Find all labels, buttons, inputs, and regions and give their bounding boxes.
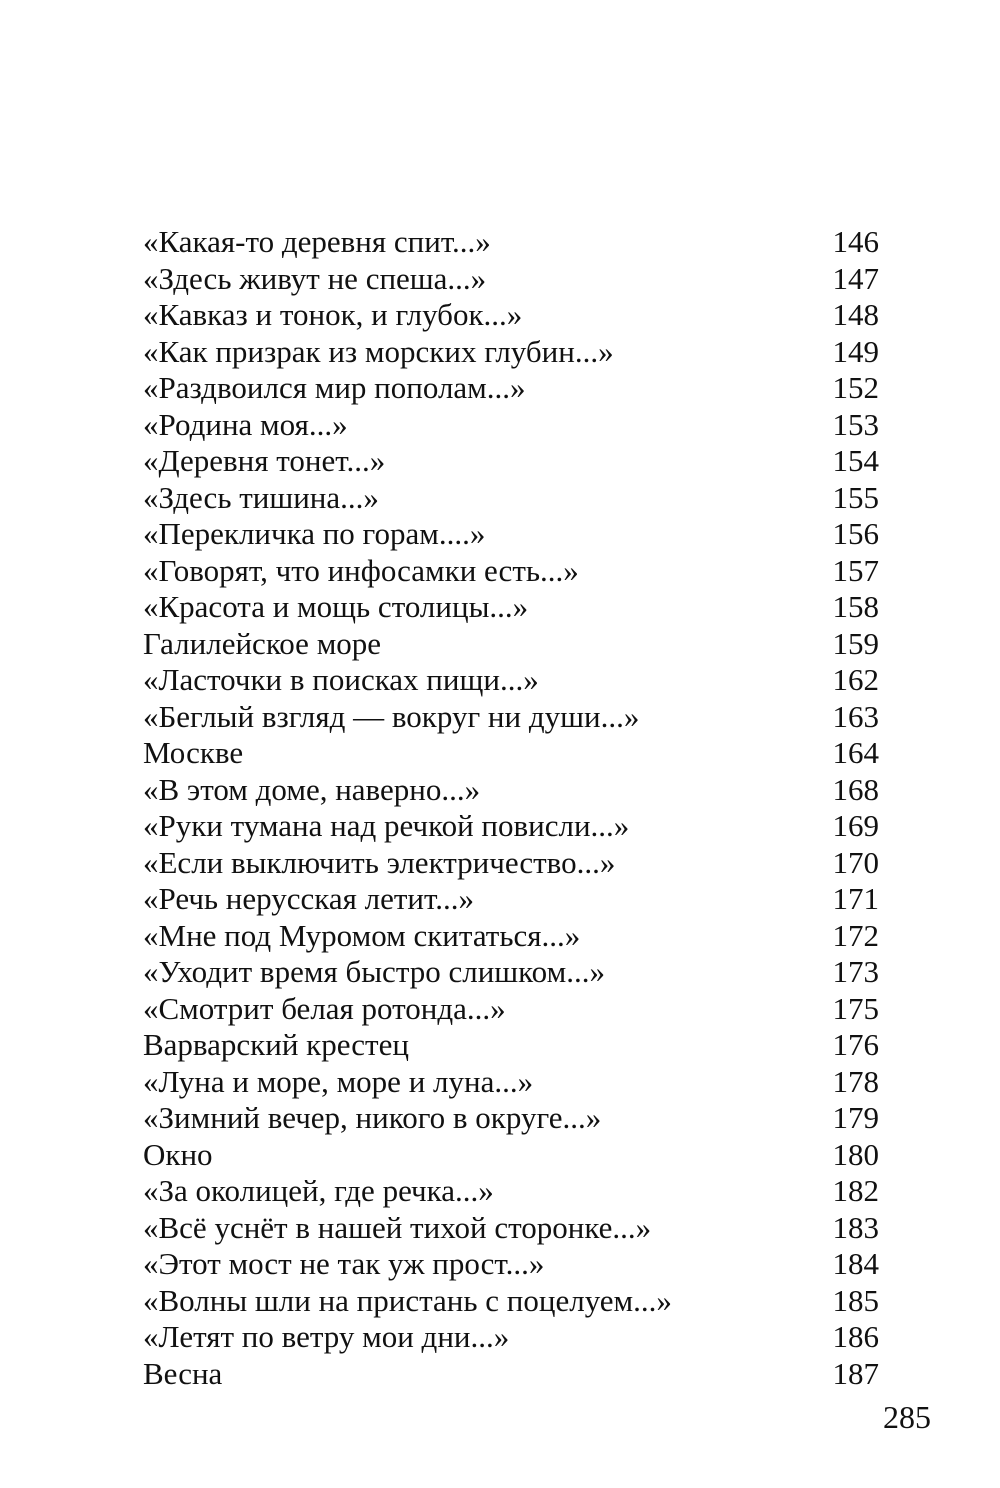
toc-entry — [143, 808, 879, 845]
toc-entry-page: 184 — [832, 1246, 879, 1281]
toc-entry-page: 180 — [832, 1136, 879, 1172]
toc-entry — [143, 918, 879, 955]
toc-entry — [143, 772, 879, 809]
toc-entry — [143, 735, 879, 772]
toc-entry-page: 148 — [832, 297, 879, 332]
toc-entry-page: 173 — [832, 954, 879, 989]
toc-entry-page: 158 — [832, 589, 879, 624]
toc-entry-title: «Всё уснёт в нашей тихой сторонке...» — [143, 1209, 652, 1245]
toc-entry-page: 172 — [832, 917, 879, 953]
toc-entry-page: 153 — [832, 406, 879, 442]
toc-entry — [143, 480, 879, 517]
toc-entry-title: «Раздвоился мир пополам...» — [143, 370, 526, 405]
toc-entry-page: 169 — [832, 808, 879, 843]
toc-entry-page: 183 — [832, 1209, 879, 1245]
toc-entry-title: «Как призрак из морских глубин...» — [143, 333, 614, 369]
toc-entry-title: «Зимний вечер, никого в округе...» — [143, 1100, 602, 1135]
toc-entry-page: 154 — [832, 443, 879, 478]
toc-entry-title: «Смотрит белая ротонда...» — [143, 990, 506, 1026]
toc-entry-page: 178 — [832, 1063, 879, 1099]
toc-entry-page: 156 — [832, 516, 879, 551]
toc-entry — [143, 626, 879, 663]
toc-entry-page: 162 — [832, 662, 879, 697]
toc-entry-page: 159 — [832, 625, 879, 661]
toc-entry-title: Москве — [143, 735, 244, 770]
toc-entry-page: 182 — [832, 1173, 879, 1208]
toc-entry — [143, 1173, 879, 1210]
toc-entry-page: 186 — [832, 1319, 879, 1354]
toc-entry-title: «Этот мост не так уж прост...» — [143, 1246, 545, 1281]
toc-entry-title: «Руки тумана над речкой повисли...» — [143, 808, 630, 843]
toc-entry — [143, 516, 879, 553]
toc-entry-title: Окно — [143, 1136, 213, 1172]
toc-entry-title: «Красота и мощь столицы...» — [143, 589, 529, 624]
toc-entry — [143, 699, 879, 736]
toc-entry-title: «Здесь живут не спеша...» — [143, 260, 487, 296]
toc-entry-title: «Мне под Муромом скитаться...» — [143, 917, 581, 953]
toc-entry-page: 152 — [832, 370, 879, 405]
toc-entry-page: 187 — [832, 1355, 879, 1391]
toc-entry-title: Весна — [143, 1355, 223, 1391]
toc-entry-page: 185 — [832, 1282, 879, 1318]
toc-entry — [143, 991, 879, 1028]
toc-entry-title: «Перекличка по горам....» — [143, 516, 486, 551]
toc-entry — [143, 1319, 879, 1356]
toc-entry-page: 175 — [832, 990, 879, 1026]
toc-entry-page: 163 — [832, 698, 879, 734]
page-number: 285 — [883, 1399, 931, 1435]
toc-entry — [143, 589, 879, 626]
toc-entry-title: «За околицей, где речка...» — [143, 1173, 494, 1208]
toc-entry-title: «Родина моя...» — [143, 406, 348, 442]
toc-entry-title: «Волны шли на пристань с поцелуем...» — [143, 1282, 672, 1318]
toc-entry-page: 155 — [832, 479, 879, 515]
toc-entry — [143, 1027, 879, 1064]
table-of-contents — [143, 224, 879, 1392]
toc-entry-title: «Беглый взгляд — вокруг ни души...» — [143, 698, 640, 734]
toc-entry — [143, 334, 879, 371]
toc-entry — [143, 1283, 879, 1320]
toc-entry — [143, 370, 879, 407]
toc-entry — [143, 297, 879, 334]
toc-entry-title: «Ласточки в поисках пищи...» — [143, 662, 539, 697]
toc-entry — [143, 881, 879, 918]
toc-entry-page: 168 — [832, 771, 879, 807]
toc-entry — [143, 845, 879, 882]
toc-entry-page: 179 — [832, 1100, 879, 1135]
toc-entry-title: Варварский крестец — [143, 1027, 409, 1062]
toc-entry-title: Галилейское море — [143, 625, 382, 661]
toc-entry-title: «Летят по ветру мои дни...» — [143, 1319, 510, 1354]
toc-entry — [143, 1210, 879, 1247]
toc-entry-page: 164 — [832, 735, 879, 770]
toc-entry — [143, 443, 879, 480]
toc-entry-title: «Уходит время быстро слишком...» — [143, 954, 605, 989]
toc-entry — [143, 553, 879, 590]
toc-entry — [143, 1356, 879, 1393]
toc-entry-page: 149 — [832, 333, 879, 369]
toc-entry-title: «Луна и море, море и луна...» — [143, 1063, 534, 1099]
toc-entry-page: 157 — [832, 552, 879, 588]
toc-entry-page: 176 — [832, 1027, 879, 1062]
toc-entry — [143, 1137, 879, 1174]
toc-entry-page: 170 — [832, 844, 879, 880]
toc-entry-title: «Речь нерусская летит...» — [143, 881, 474, 916]
toc-entry — [143, 224, 879, 261]
toc-entry-title: «Деревня тонет...» — [143, 443, 386, 478]
toc-entry-page: 171 — [832, 881, 879, 916]
toc-entry — [143, 1100, 879, 1137]
toc-entry-title: «Говорят, что инфосамки есть...» — [143, 552, 579, 588]
toc-entry-title: «Здесь тишина...» — [143, 479, 379, 515]
toc-entry — [143, 261, 879, 298]
toc-entry-title: «В этом доме, наверно...» — [143, 771, 481, 807]
toc-entry — [143, 662, 879, 699]
toc-entry-title: «Если выключить электричество...» — [143, 844, 616, 880]
toc-entry-title: «Кавказ и тонок, и глубок...» — [143, 297, 523, 332]
toc-entry — [143, 1064, 879, 1101]
toc-entry — [143, 954, 879, 991]
toc-entry-page: 146 — [832, 224, 879, 259]
toc-entry — [143, 407, 879, 444]
toc-entry-page: 147 — [832, 260, 879, 296]
toc-entry — [143, 1246, 879, 1283]
toc-entry-title: «Какая-то деревня спит...» — [143, 224, 491, 259]
